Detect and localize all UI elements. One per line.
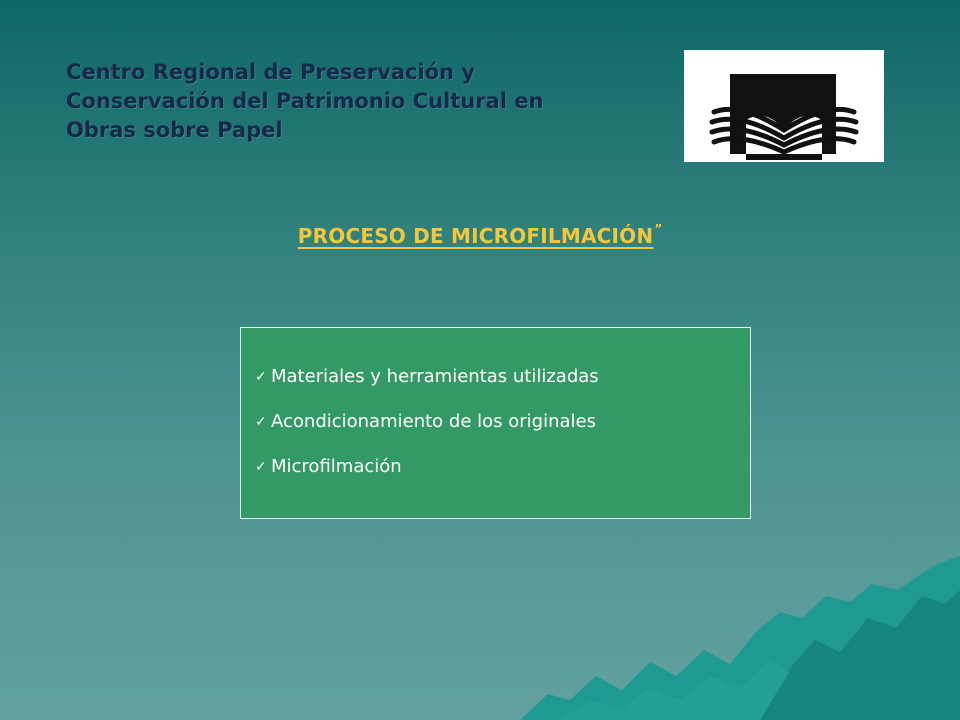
organization-title-line: Obras sobre Papel bbox=[66, 118, 283, 142]
check-icon: ✓ bbox=[255, 414, 267, 430]
topic-label: Materiales y herramientas utilizadas bbox=[271, 366, 599, 387]
organization-title-line: Conservación del Patrimonio Cultural en bbox=[66, 89, 544, 113]
topic-label: Microfilmación bbox=[271, 456, 402, 477]
organization-title bbox=[66, 58, 626, 145]
organization-logo bbox=[684, 50, 884, 162]
section-heading-quote: ” bbox=[654, 222, 663, 236]
topic-item bbox=[255, 366, 599, 411]
check-icon: ✓ bbox=[255, 459, 267, 475]
section-heading-text: PROCESO DE MICROFILMACIÓN bbox=[297, 224, 654, 248]
topics-box bbox=[240, 327, 751, 519]
section-heading bbox=[0, 224, 960, 248]
topic-item bbox=[255, 456, 599, 501]
topic-label: Acondicionamiento de los originales bbox=[271, 411, 596, 432]
open-book-logo-icon bbox=[684, 50, 884, 162]
organization-title-line: Centro Regional de Preservación y bbox=[66, 60, 475, 84]
topic-item bbox=[255, 411, 599, 456]
check-icon: ✓ bbox=[255, 369, 267, 385]
topics-list bbox=[255, 366, 599, 501]
